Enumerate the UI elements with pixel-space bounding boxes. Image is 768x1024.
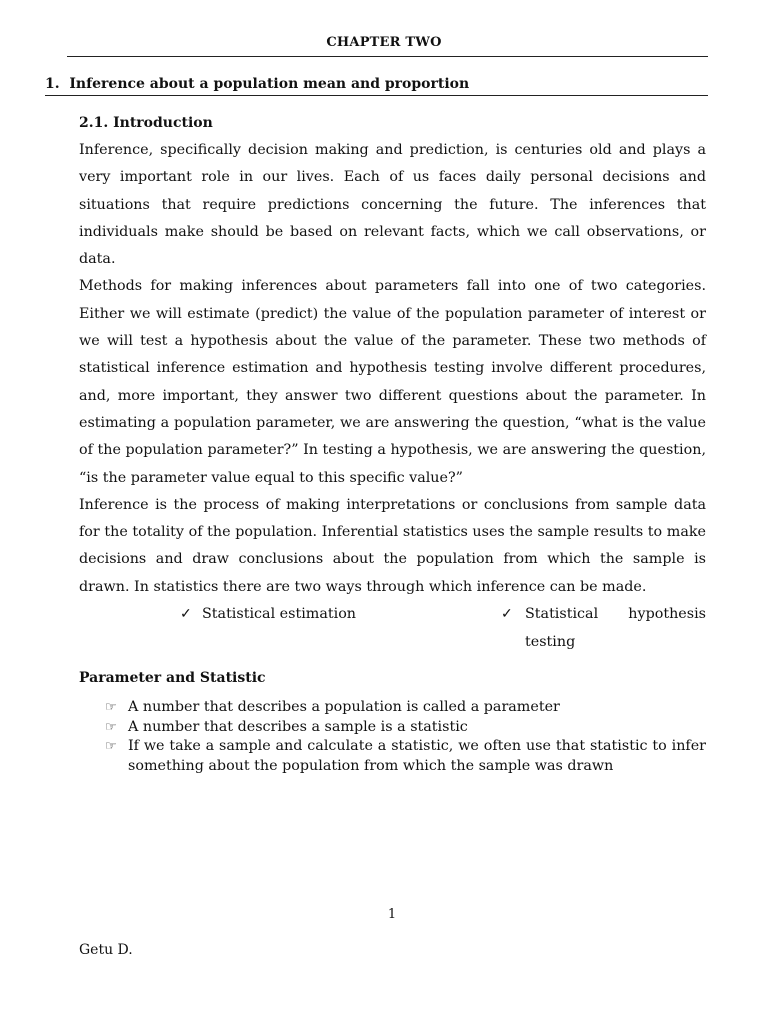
pointing-hand-icon: ☞: [105, 719, 117, 735]
method-estimation-label: Statistical estimation: [202, 606, 357, 622]
chapter-heading: CHAPTER TWO: [326, 35, 442, 50]
list-item: [105, 698, 706, 718]
parameter-heading: Parameter and Statistic: [79, 670, 266, 686]
list-item-text: If we take a sample and calculate a statistic, we often use that statistic to infer something about the population from which the sample was drawn: [128, 738, 706, 774]
list-item-text: A number that describes a sample is a statistic: [128, 718, 468, 735]
method-hypothesis: [501, 600, 706, 650]
list-item-text: A number that describes a population is called a parameter: [128, 699, 560, 715]
list-item: [105, 718, 706, 738]
page-number: 1: [387, 907, 397, 922]
checkmark-icon: ✓: [180, 606, 192, 622]
body-text: [79, 137, 706, 601]
subsection-heading: 2.1. Introduction: [79, 115, 213, 131]
parameter-list: [105, 698, 706, 776]
list-item: [105, 737, 706, 776]
section-title: Inference about a population mean and proportion: [69, 76, 470, 92]
paragraph-1: Inference, specifically decision making and prediction, is centuries old and plays a very important role in our lives. Each of us faces daily personal decisions and situations that require predictions concerning the future. The inferences that individuals make should be based on relevant facts, which we call observations, or data.: [79, 142, 706, 268]
pointing-hand-icon: ☞: [105, 739, 117, 755]
method-hypothesis-label: Statistical hypothesis: [525, 606, 706, 622]
header-rule: [67, 56, 708, 57]
checkmark-icon: ✓: [501, 606, 513, 622]
section-number: 1.: [45, 76, 60, 92]
pointing-hand-icon: ☞: [105, 700, 117, 715]
author-footer: Getu D.: [79, 942, 133, 958]
paragraph-2: Methods for making inferences about parameters fall into one of two categories. Either we will estimate (predict) the value of the population parameter of interest or we will test a hypothesis about the value of the parameter. These two methods of statistical inference estimation and hypothesis testing involve different procedures, and, more important, they answer two different questions about the parameter. In estimating a population parameter, we are answering the question, “what is the value of the population parameter?” In testing a hypothesis, we are answering the question, “is the parameter value equal to this specific value?”: [79, 278, 706, 486]
paragraph-3: Inference is the process of making interpretations or conclusions from sample data for the totality of the population. Inferential statistics uses the sample results to make decisions and draw conclusions about the population from which the sample is drawn. In statistics there are two ways through which inference can be made.: [79, 496, 706, 595]
method-hypothesis-label-cont: testing: [525, 634, 576, 650]
method-estimation: [180, 600, 356, 628]
section-heading: [45, 76, 469, 92]
section-rule: [45, 95, 708, 96]
